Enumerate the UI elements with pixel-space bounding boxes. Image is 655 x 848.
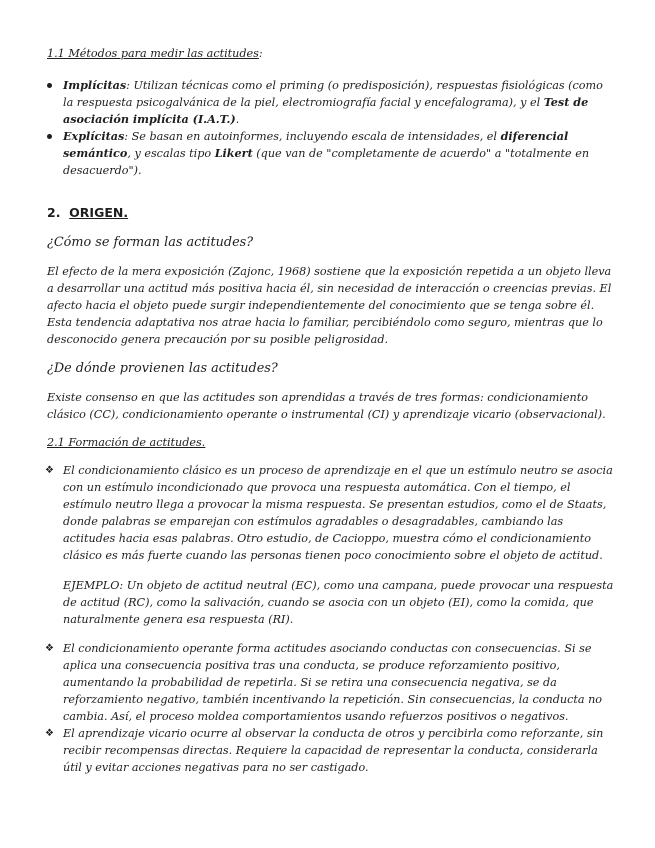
section-1-1-colon: : bbox=[258, 47, 263, 60]
question-2-paragraph: Existe consenso en que las actitudes son aprendidas a través de tres formas: condicionamiento clásico (CC), condicionamiento operante o instrumental (CI) y aprendizaje vicario (observacional). bbox=[47, 391, 606, 421]
likert-term: Likert bbox=[214, 146, 253, 160]
section-2-number: 2. bbox=[47, 205, 61, 220]
iat-term: Test de asociación implícita (I.A.T.) bbox=[63, 95, 589, 126]
diamond-bullet-icon: ❖ bbox=[45, 465, 54, 476]
classical-text: El condicionamiento clásico es un proceso de aprendizaje en el que un estímulo neutro se asocia con un estímulo incondicionado que provoca una respuesta automática. Con el tiempo, el estímulo neutro llega a provocar la misma respuesta. Se presentan estudios, como el de Staats, donde palabras se emparejan con estímulos agradables o desagradables, cambiando las actitudes hacia esas palabras. Otro estudio, de Cacioppo, muestra cómo el condicionamiento clásico es más fuerte cuando las personas tienen poco conocimiento sobre el objeto de actitud. bbox=[63, 464, 613, 562]
list-item-operant bbox=[47, 640, 615, 725]
question-2-heading: ¿De dónde provienen las actitudes? bbox=[47, 361, 278, 376]
section-2-1-heading: 2.1 Formación de actitudes. bbox=[47, 436, 206, 449]
list-item-classical bbox=[47, 462, 615, 564]
term-implicit: Implícitas bbox=[63, 78, 127, 92]
explicit-end: (que van de "completamente de acuerdo" a "totalmente en desacuerdo"). bbox=[63, 147, 590, 177]
section-1-1-heading bbox=[47, 45, 615, 62]
formation-list bbox=[47, 462, 615, 564]
example-paragraph: EJEMPLO: Un objeto de actitud neutral (EC), como una campana, puede provocar una respuesta de actitud (RC), como la salivación, cuando se asocia con un objeto (EI), como la comida, que naturalmente genera esa respuesta (RI). bbox=[63, 579, 614, 626]
question-1-heading: ¿Cómo se forman las actitudes? bbox=[47, 235, 254, 250]
vicarious-text: El aprendizaje vicario ocurre al observar la conducta de otros y percibirla como reforzante, sin recibir recompensas directas. Requiere la capacidad de representar la conducta, considerarla útil y evitar acciones negativas para no ser castigado. bbox=[63, 727, 604, 774]
operant-text: El condicionamiento operante forma actitudes asociando conductas con consecuencias. Si se aplica una consecuencia positiva tras una conducta, se produce reforzamiento positivo, aumentando la probabilidad de repetirla. Si se retira una consecuencia negativa, se da reforzamiento negativo, también incentivando la repetición. Sin consecuencias, la conducta no cambia. Así, el proceso moldea comportamientos usando refuerzos positivos o negativos. bbox=[63, 642, 603, 723]
term-explicit: Explícitas bbox=[63, 129, 125, 143]
list-item-implicit bbox=[47, 77, 615, 128]
section-1-1-title: 1.1 Métodos para medir las actitudes bbox=[47, 47, 259, 60]
methods-list bbox=[47, 77, 615, 179]
explicit-text-2: , y escalas tipo bbox=[127, 147, 215, 160]
semantic-differential-term: diferencial semántico bbox=[63, 129, 569, 160]
implicit-text: : Utilizan técnicas como el priming (o predisposición), respuestas fisiológicas (como la respuesta psicogalvánica de la piel, electromiografía facial y encefalograma), y el bbox=[63, 79, 603, 109]
question-1-paragraph: El efecto de la mera exposición (Zajonc, 1968) sostiene que la exposición repetida a un objeto lleva a desarrollar una actitud más positiva hacia él, sin necesidad de interacción o creencias previas. El afecto hacia el objeto puede surgir independientemente del conocimiento que se tenga sobre él. Esta tendencia adaptativa nos atrae hacia lo familiar, percibiéndolo como seguro, mientras que lo desconocido genera precaución por su posible peligrosidad. bbox=[47, 265, 612, 346]
list-item-vicarious bbox=[47, 725, 615, 776]
diamond-bullet-icon: ❖ bbox=[45, 728, 54, 739]
list-item-explicit bbox=[47, 128, 615, 179]
explicit-text: : Se basan en autoinformes, incluyendo escala de intensidades, el bbox=[124, 130, 501, 143]
section-2-title: ORIGEN. bbox=[69, 205, 129, 220]
implicit-end: . bbox=[235, 113, 240, 126]
diamond-bullet-icon: ❖ bbox=[45, 643, 54, 654]
section-2-heading bbox=[47, 204, 615, 221]
formation-list-2 bbox=[47, 640, 615, 776]
